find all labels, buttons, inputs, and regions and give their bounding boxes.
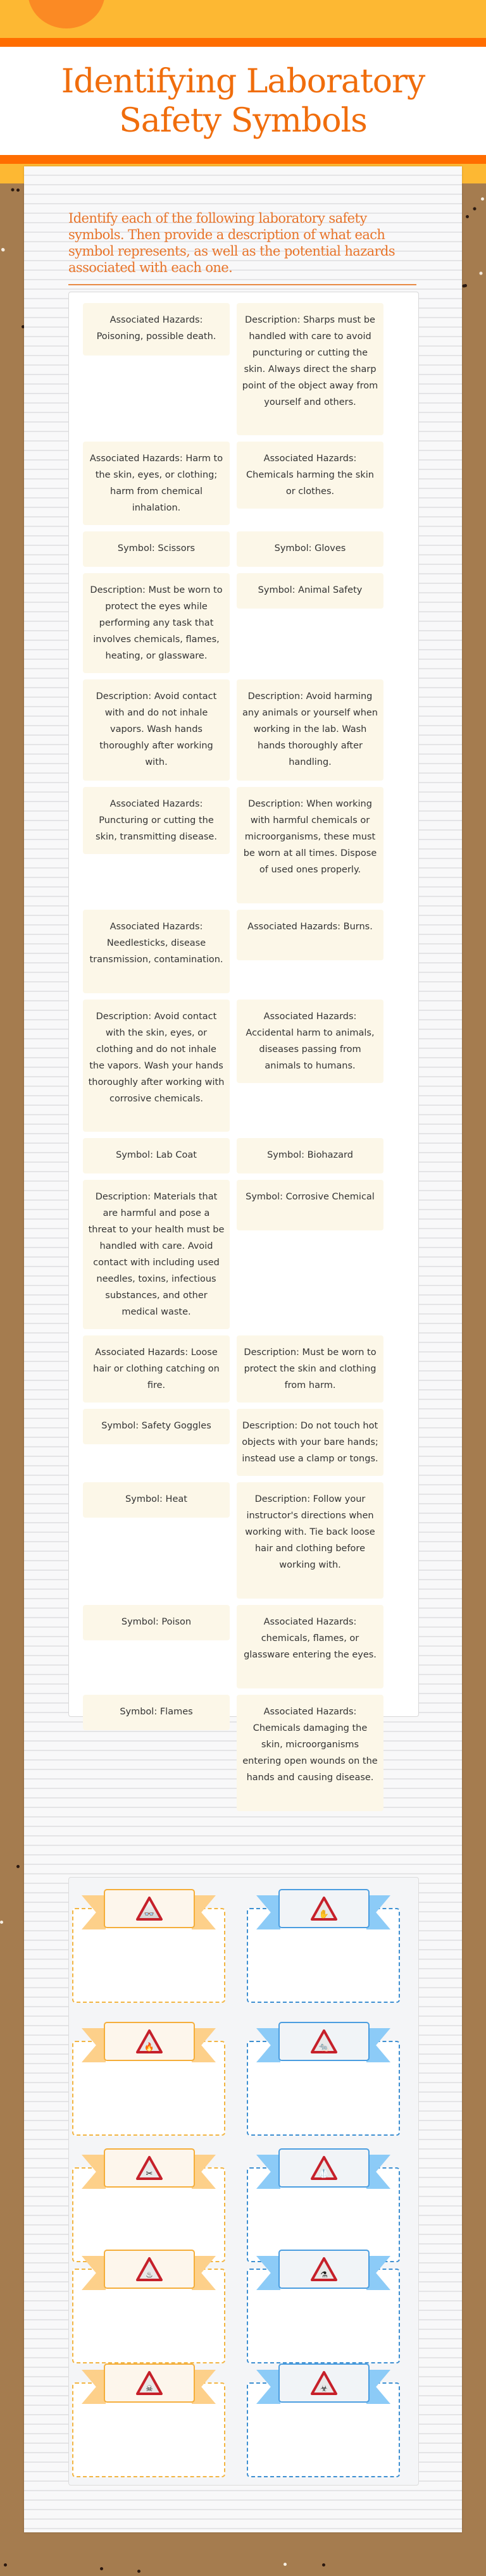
svg-text:🔥: 🔥 <box>144 2043 155 2052</box>
cork-dot <box>4 2563 7 2567</box>
symbol-card-corrosive-chemical[interactable] <box>247 2245 400 2371</box>
safety-goggles-icon <box>135 1896 163 1921</box>
answer-card[interactable]: Symbol: Flames <box>83 1695 230 1730</box>
answer-card[interactable]: Associated Hazards: Loose hair or clothing catching on fire. <box>83 1335 230 1403</box>
answer-card[interactable]: Description: Must be worn to protect the eyes while performing any task that involves chemicals, flames, heating, or glassware. <box>83 573 230 673</box>
answer-card[interactable]: Associated Hazards: chemicals, flames, or glassware entering the eyes. <box>237 1605 383 1688</box>
answer-card[interactable]: Associated Hazards: Poisoning, possible death. <box>83 303 230 356</box>
page-title: Identifying Laboratory Safety Symbols <box>61 62 425 140</box>
cork-dot <box>481 197 484 201</box>
answer-card[interactable]: Associated Hazards: Chemicals damaging the skin, microorganisms entering open wounds on the hands and causing disease. <box>237 1695 383 1811</box>
cork-dot <box>284 2563 287 2566</box>
answer-card[interactable]: Symbol: Lab Coat <box>83 1138 230 1173</box>
answer-card[interactable]: Description: Avoid contact with and do not inhale vapors. Wash hands thoroughly after working with. <box>83 679 230 781</box>
answer-card[interactable]: Associated Hazards: Burns. <box>237 910 383 960</box>
lab-coat-icon <box>310 2155 338 2181</box>
ribbon-label <box>104 2250 195 2289</box>
answer-card[interactable]: Description: Sharps must be handled with care to avoid puncturing or cutting the skin. Always direct the sharp point of the object away from yourself and others. <box>237 303 383 435</box>
ribbon-label <box>278 2148 370 2188</box>
symbol-card-poison[interactable] <box>72 2358 225 2485</box>
answer-card[interactable]: Symbol: Scissors <box>83 531 230 567</box>
cork-dot <box>464 284 467 287</box>
ribbon-label <box>104 1889 195 1928</box>
answer-card[interactable]: Description: Do not touch hot objects with your bare hands; instead use a clamp or tongs. <box>237 1409 383 1476</box>
svg-text:✋: ✋ <box>318 1910 330 1919</box>
answer-card[interactable]: Symbol: Biohazard <box>237 1138 383 1173</box>
ribbon-label <box>104 2148 195 2188</box>
header-stripe-bottom <box>0 155 486 164</box>
svg-text:✂: ✂ <box>146 2169 153 2179</box>
divider <box>68 284 416 285</box>
symbol-card-heat[interactable] <box>72 2245 225 2371</box>
cork-dot <box>16 1865 20 1868</box>
gloves-icon <box>310 1896 338 1921</box>
answer-card[interactable]: Description: Follow your instructor's directions when working with. Tie back loose hair and clothing before working with. <box>237 1482 383 1599</box>
ribbon-label <box>104 2363 195 2403</box>
ribbon-label <box>278 2363 370 2403</box>
answer-card[interactable]: Symbol: Gloves <box>237 531 383 567</box>
symbol-card-flames[interactable] <box>72 2017 225 2143</box>
answer-card[interactable]: Symbol: Poison <box>83 1605 230 1640</box>
animal-safety-icon <box>310 2029 338 2054</box>
svg-text:🐀: 🐀 <box>318 2043 330 2052</box>
answer-card[interactable]: Symbol: Animal Safety <box>237 573 383 609</box>
answer-card[interactable]: Associated Hazards: Chemicals harming the skin or clothes. <box>237 442 383 509</box>
answer-card[interactable]: Description: When working with harmful chemicals or microorganisms, these must be worn at all times. Dispose of used ones properly. <box>237 787 383 903</box>
answer-card[interactable]: Associated Hazards: Needlesticks, disease transmission, contamination. <box>83 910 230 993</box>
svg-text:♨: ♨ <box>146 2270 153 2280</box>
answer-cards-panel <box>68 292 419 1783</box>
symbols-panel <box>68 1877 419 2486</box>
corrosive-chemical-icon <box>310 2257 338 2282</box>
svg-text:👓: 👓 <box>144 1910 155 1919</box>
biohazard-icon <box>310 2370 338 2396</box>
ribbon-label <box>104 2022 195 2061</box>
cork-dot <box>1 248 4 251</box>
answer-card[interactable]: Symbol: Corrosive Chemical <box>237 1180 383 1230</box>
symbol-card-safety-goggles[interactable] <box>72 1884 225 2010</box>
answer-card[interactable]: Associated Hazards: Accidental harm to animals, diseases passing from animals to humans. <box>237 1000 383 1083</box>
answer-card[interactable]: Symbol: Heat <box>83 1482 230 1518</box>
symbol-card-gloves[interactable] <box>247 1884 400 2010</box>
cork-dot <box>0 1921 3 1924</box>
svg-text:🥼: 🥼 <box>318 2169 330 2179</box>
title-band <box>0 47 486 155</box>
cork-dot <box>137 2570 140 2573</box>
scissors-icon <box>135 2155 163 2181</box>
header-stripe-top <box>0 38 486 47</box>
ribbon-label <box>278 2022 370 2061</box>
cork-dot <box>100 2567 103 2570</box>
poison-icon <box>135 2370 163 2396</box>
ribbon-label <box>278 1889 370 1928</box>
cork-dot <box>322 2563 325 2567</box>
answer-card[interactable]: Symbol: Safety Goggles <box>83 1409 230 1444</box>
instructions: Identify each of the following laboratory safety symbols. Then provide a description of what each symbol represents, as well as the potential hazards associated with each one. <box>68 211 396 275</box>
svg-text:☠: ☠ <box>146 2384 153 2394</box>
answer-card[interactable]: Description: Avoid contact with the skin, eyes, or clothing and do not inhale the vapors. Wash your hands thoroughly after working with corrosive chemicals. <box>83 1000 230 1132</box>
svg-text:⚗: ⚗ <box>320 2270 328 2280</box>
symbol-card-biohazard[interactable] <box>247 2358 400 2485</box>
heat-icon <box>135 2257 163 2282</box>
flames-icon <box>135 2029 163 2054</box>
ribbon-label <box>278 2250 370 2289</box>
answer-card[interactable]: Associated Hazards: Harm to the skin, eyes, or clothing; harm from chemical inhalation. <box>83 442 230 525</box>
svg-text:☣: ☣ <box>320 2384 328 2394</box>
answer-card[interactable]: Description: Materials that are harmful and pose a threat to your health must be handled with care. Avoid contact with including used needles, toxins, infectious substances, and other medical waste. <box>83 1180 230 1329</box>
answer-card[interactable]: Description: Must be worn to protect the skin and clothing from harm. <box>237 1335 383 1403</box>
cork-dot <box>466 215 469 218</box>
answer-card[interactable]: Description: Avoid harming any animals or yourself when working in the lab. Wash hands thoroughly after handling. <box>237 679 383 781</box>
cork-dot <box>16 189 20 192</box>
symbol-card-animal-safety[interactable] <box>247 2017 400 2143</box>
answer-card[interactable]: Associated Hazards: Puncturing or cutting the skin, transmitting disease. <box>83 787 230 854</box>
